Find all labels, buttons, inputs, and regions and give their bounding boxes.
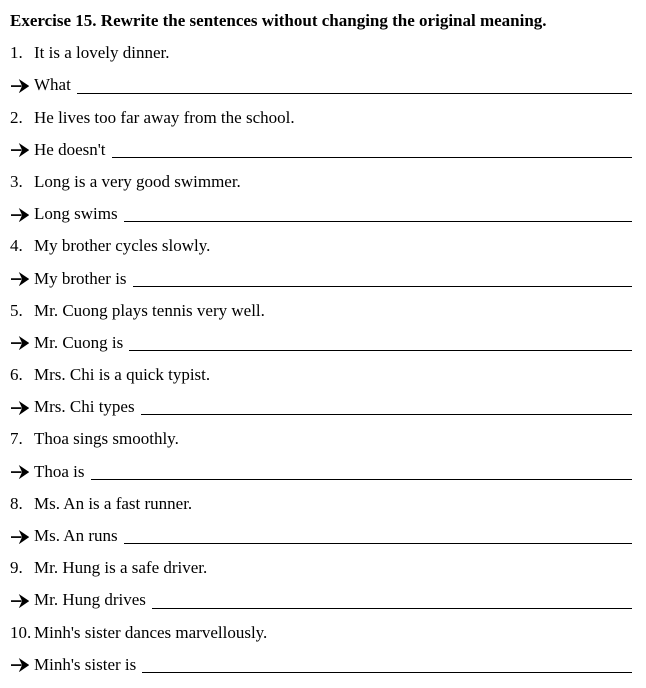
rewrite-prompt: Mr. Hung drives	[34, 590, 146, 610]
rewrite-line	[10, 391, 632, 423]
rewrite-prompt: Mr. Cuong is	[34, 332, 124, 352]
sentence-line	[10, 295, 632, 327]
answer-blank	[112, 157, 632, 158]
exercise-item	[10, 359, 632, 423]
sentence-line	[10, 552, 632, 584]
answer-blank	[141, 414, 632, 415]
exercise-item	[10, 37, 632, 101]
answer-blank	[124, 221, 632, 222]
right-arrow-icon	[10, 69, 29, 101]
answer-blank	[77, 93, 632, 94]
right-arrow-icon	[10, 456, 29, 488]
exercise-item	[10, 102, 632, 166]
item-number: 5.	[10, 300, 23, 320]
answer-blank	[133, 286, 632, 287]
right-arrow-icon	[10, 198, 29, 230]
rewrite-prompt: What	[34, 75, 71, 95]
rewrite-prompt: Ms. An runs	[34, 526, 118, 545]
item-sentence: It is a lovely dinner.	[34, 43, 170, 63]
exercise-items	[10, 37, 632, 681]
item-sentence: Minh's sister dances marvellously.	[34, 622, 268, 642]
item-sentence: My brother cycles slowly.	[34, 236, 211, 256]
right-arrow-icon	[10, 649, 29, 681]
rewrite-line	[10, 584, 632, 616]
rewrite-prompt: Long swims	[34, 204, 118, 224]
item-sentence: Ms. An is a fast runner.	[34, 493, 193, 513]
item-sentence: Long is a very good swimmer.	[34, 171, 241, 191]
sentence-line	[10, 423, 632, 455]
exercise-item	[10, 488, 632, 552]
item-number: 10.	[10, 622, 32, 642]
right-arrow-icon	[10, 584, 29, 616]
item-sentence: Thoa sings smoothly.	[34, 429, 179, 449]
item-number: 7.	[10, 429, 23, 449]
rewrite-prompt: He doesn't	[34, 139, 106, 159]
answer-blank	[129, 350, 632, 351]
answer-blank	[152, 608, 632, 609]
right-arrow-icon	[10, 263, 29, 295]
rewrite-line	[10, 327, 632, 359]
item-number: 8.	[10, 493, 23, 513]
answer-blank	[142, 672, 632, 673]
item-number: 1.	[10, 43, 23, 63]
right-arrow-icon	[10, 134, 29, 166]
item-number: 3.	[10, 171, 23, 191]
exercise-item	[10, 423, 632, 487]
exercise-item	[10, 617, 632, 681]
sentence-line	[10, 37, 632, 69]
answer-blank	[124, 543, 632, 544]
exercise-item	[10, 295, 632, 359]
sentence-line	[10, 359, 632, 391]
sentence-line	[10, 488, 632, 520]
right-arrow-icon	[10, 327, 29, 359]
right-arrow-icon	[10, 520, 29, 552]
rewrite-line	[10, 198, 632, 230]
exercise-item	[10, 552, 632, 616]
exercise-item	[10, 166, 632, 230]
rewrite-line	[10, 520, 632, 552]
exercise-title: Exercise 15. Rewrite the sentences without changing the original meaning.	[10, 11, 547, 30]
rewrite-prompt: Minh's sister is	[34, 654, 137, 674]
item-number: 2.	[10, 107, 23, 127]
rewrite-prompt: Thoa is	[34, 461, 85, 481]
item-number: 4.	[10, 236, 23, 256]
rewrite-line	[10, 134, 632, 166]
sentence-line	[10, 166, 632, 198]
sentence-line	[10, 102, 632, 134]
rewrite-line	[10, 69, 632, 101]
item-number: 6.	[10, 365, 23, 385]
item-sentence: Mr. Cuong plays tennis very well.	[34, 300, 265, 320]
rewrite-line	[10, 456, 632, 488]
rewrite-line	[10, 263, 632, 295]
item-sentence: Mr. Hung is a safe driver.	[34, 558, 208, 578]
rewrite-prompt: My brother is	[34, 268, 127, 288]
item-sentence: Mrs. Chi is a quick typist.	[34, 365, 211, 385]
right-arrow-icon	[10, 391, 29, 423]
exercise-item	[10, 230, 632, 294]
rewrite-line	[10, 649, 632, 681]
sentence-line	[10, 617, 632, 649]
item-sentence: He lives too far away from the school.	[34, 107, 295, 127]
answer-blank	[91, 479, 632, 480]
sentence-line	[10, 230, 632, 262]
item-number: 9.	[10, 558, 23, 578]
rewrite-prompt: Mrs. Chi types	[34, 397, 135, 417]
